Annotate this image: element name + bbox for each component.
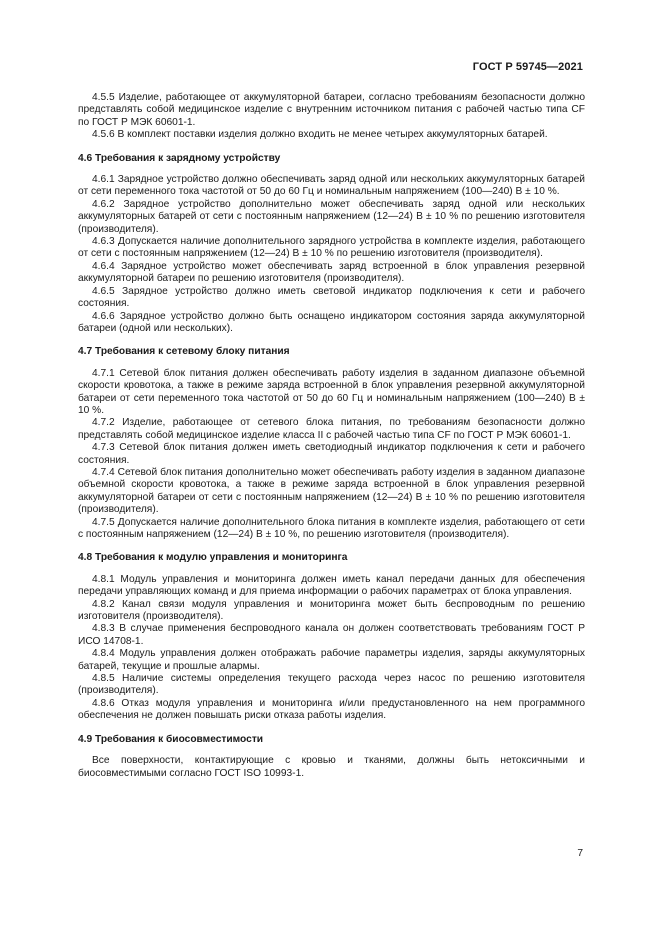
paragraph: 4.8.6 Отказ модуля управления и мониторинга и/или предустановленного на нем программного обеспечения не должен повышать риски отказа работы изделия. bbox=[78, 697, 585, 722]
section-heading: 4.9 Требования к биосовместимости bbox=[78, 733, 264, 745]
paragraph: 4.6.5 Зарядное устройство должно иметь световой индикатор подключения к сети и рабочего состояния. bbox=[78, 285, 585, 310]
paragraph: 4.5.6 В комплект поставки изделия должно входить не менее четырех аккумуляторных батарей. bbox=[92, 129, 548, 141]
paragraph: 4.5.5 Изделие, работающее от аккумуляторной батареи, согласно требованиям безопасности должно представлять собой медицинское изделие с внутренним источником питания с рабочей частью типа CF по ГОСТ Р МЭК 60601-1. bbox=[78, 92, 585, 128]
paragraph: 4.6.2 Зарядное устройство дополнительно может обеспечивать заряд одной или нескольких аккумуляторных батарей от сети с постоянным напряжением (12—24) В ± 10 % по решению изготовителя (производителя). bbox=[78, 198, 585, 235]
paragraph: 4.8.3 В случае применения беспроводного канала он должен соответствовать требованиям ГОСТ Р ИСО 14708-1. bbox=[78, 623, 585, 647]
section-heading: 4.8 Требования к модулю управления и мониторинга bbox=[78, 552, 348, 564]
section-heading: 4.7 Требования к сетевому блоку питания bbox=[78, 346, 290, 358]
paragraph: 4.7.5 Допускается наличие дополнительного блока питания в комплекте изделия, работающего от сети с постоянным напряжением (12—24) В ± 10 %, по решению изготовителя (производителя). bbox=[78, 516, 585, 540]
paragraph: 4.8.4 Модуль управления должен отображать рабочие параметры изделия, заряды аккумуляторных батарей, текущие и прошлые алармы. bbox=[78, 648, 585, 672]
paragraph: 4.8.2 Канал связи модуля управления и мониторинга может быть беспроводным по решению изготовителя (производителя). bbox=[78, 598, 585, 623]
section-heading: 4.6 Требования к зарядному устройству bbox=[78, 152, 281, 164]
paragraph: 4.7.4 Сетевой блок питания дополнительно может обеспечивать работу изделия в заданном диапазоне объемной скорости кровотока, а также в режиме заряда встроенной в блок управления резервной аккумуляторной батареи от сети с постоянным напряжением (12—24) В ± 10 % по решению изготовителя (производителя). bbox=[78, 466, 585, 516]
paragraph: 4.6.1 Зарядное устройство должно обеспечивать заряд одной или нескольких аккумуляторных батарей от сети переменного тока частотой от 50 до 60 Гц и номинальным напряжением (100—240) В ± 10 %. bbox=[78, 174, 585, 198]
page-number: 7 bbox=[577, 848, 583, 859]
standard-designation: ГОСТ Р 59745—2021 bbox=[472, 61, 583, 73]
paragraph: 4.8.1 Модуль управления и мониторинга должен иметь канал передачи данных для обеспечения передачи управляющих команд и для приема информации о рабочих параметрах от блока управления. bbox=[78, 573, 585, 598]
paragraph: 4.6.3 Допускается наличие дополнительного зарядного устройства в комплекте изделия, работающего от сети с постоянным напряжением (12—24) В ± 10 % по решению изготовителя (производителя). bbox=[78, 236, 585, 260]
paragraph: 4.8.5 Наличие системы определения текущего расхода через насос по решению изготовителя (производителя). bbox=[78, 673, 585, 697]
document-body bbox=[78, 92, 585, 780]
paragraph: 4.7.1 Сетевой блок питания должен обеспечивать работу изделия в заданном диапазоне объемной скорости кровотока, а также в режиме заряда встроенной в блок управления резервной аккумуляторной батареи от сети переменного тока частотой от 50 до 60 Гц и номинальным напряжением (100—240) В ± 10 %. bbox=[78, 367, 585, 416]
paragraph: 4.6.4 Зарядное устройство может обеспечивать заряд встроенной в блок управления резервной аккумуляторной батареи по решению изготовителя (производителя). bbox=[78, 260, 585, 285]
paragraph: Все поверхности, контактирующие с кровью и тканями, должны быть нетоксичными и биосовместимыми согласно ГОСТ ISO 10993-1. bbox=[78, 755, 585, 779]
paragraph: 4.6.6 Зарядное устройство должно быть оснащено индикатором состояния заряда аккумуляторной батареи (одной или нескольких). bbox=[78, 310, 585, 334]
paragraph: 4.7.2 Изделие, работающее от сетевого блока питания, по требованиям безопасности должно представлять собой медицинское изделие класса II с рабочей частью типа CF по ГОСТ Р МЭК 60601-1. bbox=[78, 417, 585, 441]
paragraph: 4.7.3 Сетевой блок питания должен иметь светодиодный индикатор подключения к сети и рабочего состояния. bbox=[78, 442, 585, 466]
